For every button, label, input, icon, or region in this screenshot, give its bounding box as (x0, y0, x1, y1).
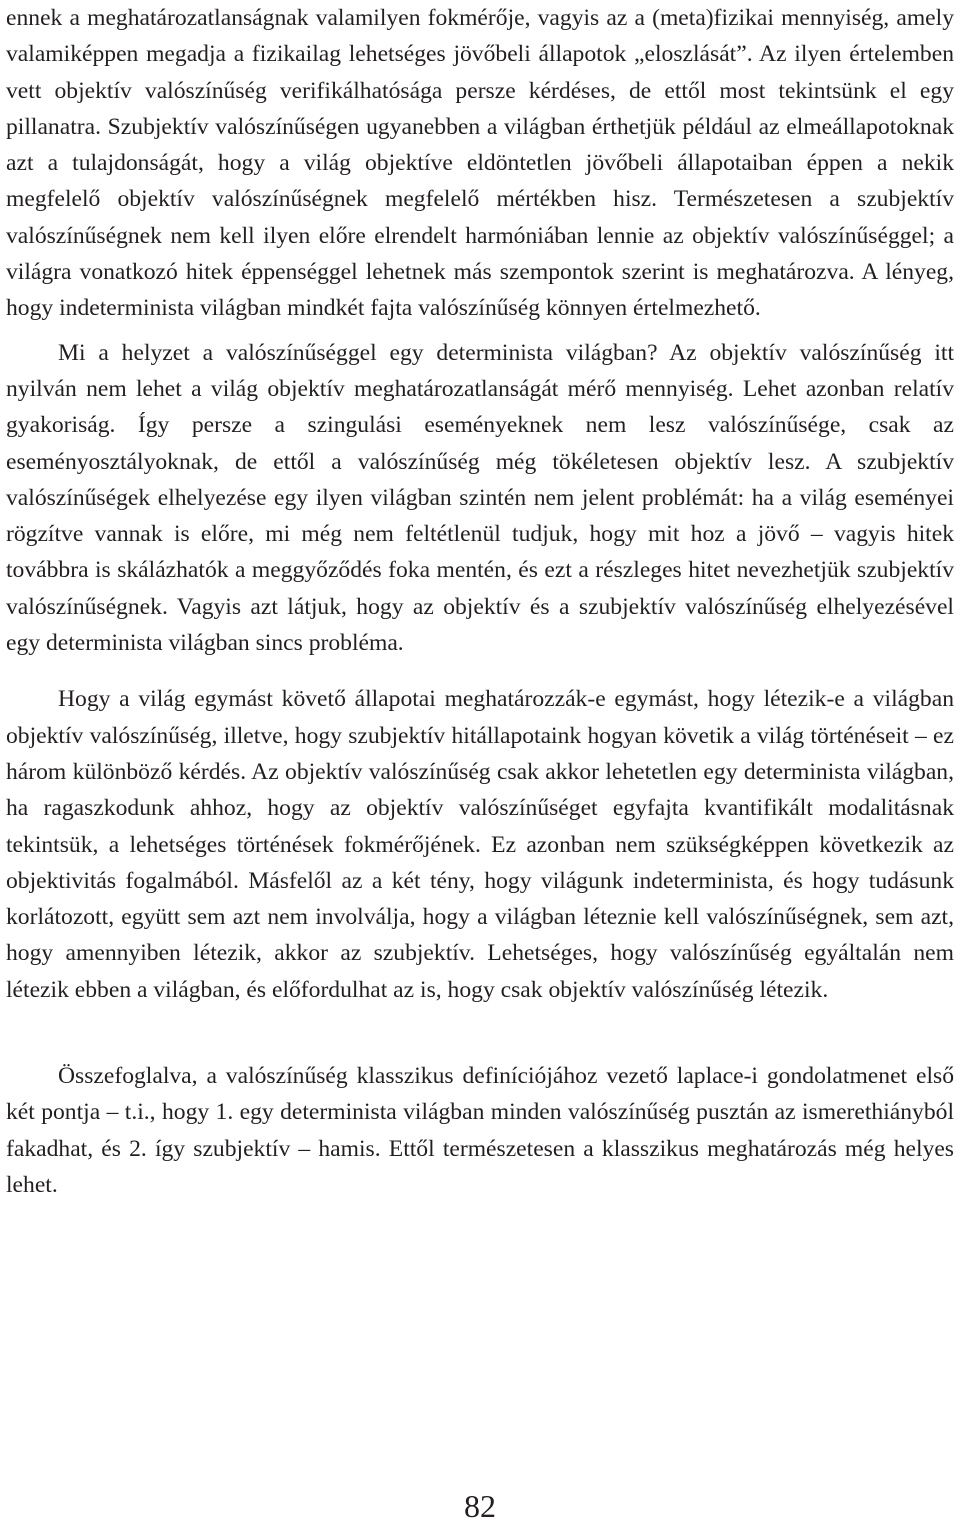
paragraph-4: Összefoglalva, a valószínűség klasszikus definíciójához vezető laplace-i gondolatmenet első két pontja – t.i., hogy 1. egy determinista világban minden valószínűség pusztán az ismerethiányból fakadhat, és 2. így szubjektív – hamis. Ettől természetesen a klasszikus meghatározás még helyes lehet. (6, 1063, 954, 1198)
paragraph-2: Mi a helyzet a valószínűséggel egy determinista világban? Az objektív valószínűség itt nyilván nem lehet a világ objektív meghatározatlanságát mérő mennyiség. Lehet azonban relatív gyakoriság. Így persze a szingulási eseményeknek nem lesz valószínűsége, csak az eseményosztályoknak, de ettől a valószínűség még tökéletesen objektív lesz. A szubjektív valószínűségek elhelyezése egy ilyen világban szintén nem jelent problémát: ha a világ eseményei rögzítve vannak is előre, mi még nem feltétlenül tudjuk, hogy mit hoz a jövő – vagyis hitek továbbra is skálázhatók a meggyőződés foka mentén, és ezt a részleges hitet nevezhetjük szubjektív valószínűségnek. Vagyis azt látjuk, hogy az objektív és a szubjektív valószínűség elhelyezésével egy determinista világban sincs probléma. (6, 339, 954, 657)
document-body (6, 0, 954, 1203)
paragraph-3: Hogy a világ egymást követő állapotai meghatározzák-e egymást, hogy létezik-e a világban objektív valószínűség, illetve, hogy szubjektív hitállapotaink hogyan követik a világ történéseit – ez három különböző kérdés. Az objektív valószínűség csak akkor lehetetlen egy determinista világban, ha ragaszkodunk ahhoz, hogy az objektív valószínűséget egyfajta kvantifikált modalitásnak tekintsük, a lehetséges történések fokmérőjének. Ez azonban nem szükségképpen következik az objektivitás fogalmából. Másfelől az a két tény, hogy világunk indeterminista, és hogy tudásunk korlátozott, együtt sem azt nem involválja, hogy a világban léteznie kell valószínűségnek, sem azt, hogy amennyiben létezik, akkor az szubjektív. Lehetséges, hogy valószínűség egyáltalán nem létezik ebben a világban, és előfordulhat az is, hogy csak objektív valószínűség létezik. (6, 686, 954, 1003)
paragraph-1: ennek a meghatározatlanságnak valamilyen fokmérője, vagyis az a (meta)fizikai mennyiség, amely valamiképpen megadja a fizikailag lehetséges jövőbeli állapotok „eloszlását”. Az ilyen értelemben vett objektív valószínűség verifikálhatósága persze kérdéses, de ettől most tekintsünk el egy pillanatra. Szubjektív valószínűségen ugyanebben a világban érthetjük például az elmeállapotoknak azt a tulajdonságát, hogy a világ objektíve eldöntetlen jövőbeli állapotaiban éppen a nekik megfelelő objektív valószínűségnek megfelelő mértékben hisz. Természetesen a szubjektív valószínűségnek nem kell ilyen előre elrendelt harmóniában lennie az objektív valószínűséggel; a világra vonatkozó hitek éppenséggel lehetnek más szempontok szerint is meghatározva. A lényeg, hogy indeterminista világban mindkét fajta valószínűség könnyen értelmezhető. (6, 5, 954, 322)
page-number: 82 (464, 1488, 496, 1524)
